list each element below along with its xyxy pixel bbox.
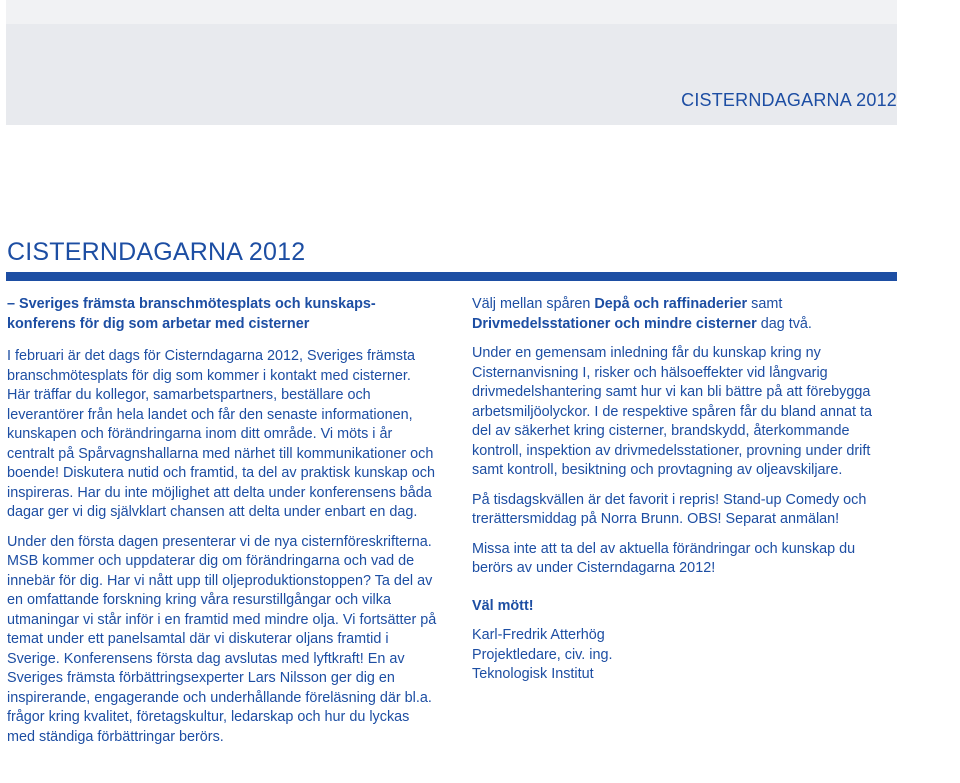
closing-greeting: Väl mött! [472,597,534,614]
signature-organization: Teknologisk Institut [472,666,594,682]
tracks-text-2: samt [747,296,783,312]
signature-title: Projektledare, civ. ing. [472,646,613,663]
track-depot: Depå och raffinaderier [594,296,748,312]
intro-paragraph: I februari är det dags för Cisterndagarna 2012, Sveriges främsta branschmötesplats för dig som kommer i kontakt med cisterner. Här träffar du kollegor, samarbetspartners, beställare och leverantörer från hela landet och får den senaste informationen, kunskapen och förändringarna inom ditt område. Vi möts i år centralt på Spårvagnshallarna med närhet till kommunikationer och boende! Diskutera nutid och framtid, ta del av praktisk kunskap och inspireras. Har du inte möjlighet att delta under konferensens båda dagar ger vi dig självklart chansen att delta under enbart en dag. [7,348,435,520]
track-stations: Drivmedelsstationer och mindre cisterner [472,315,757,332]
right-column [472,295,892,685]
tracks-text-3: dag två. [756,315,812,332]
signature-name: Karl-Fredrik Atterhög [472,627,605,643]
header-banner-band [6,0,897,24]
day-two-paragraph: Under en gemensam inledning får du kunskap kring ny Cisternanvisning I, risker och hälsoeffekter vid långvarig drivmedelshantering samt hur vi kan bli bättre på att förebygga arbetsmiljöolyckor. I de respektive spåren får du bland annat ta del av säkerhet kring cisterner, brandskydd, återkommande kontroll, inspektion av drivmedelsstationer, provning under drift samt kontroll, besiktning och provtagning av oljeavskiljare. [472,345,872,478]
banner-title: CISTERNDAGARNA 2012 [681,90,897,110]
signature-block [472,626,892,685]
evening-paragraph: På tisdagskvällen är det favorit i repris! Stand-up Comedy och trerättersmiddag på Norra Brunn. OBS! Separat anmälan! [472,491,867,527]
tracks-paragraph [472,295,892,334]
day-one-paragraph: Under den första dagen presenterar vi de nya cisternföreskrifterna. MSB kommer och uppdaterar dig om förändringarna och vad de innebär för dig. Har vi nått upp till oljeproduktionstoppen? Ta del av en omfattande forskning kring våra resurstillgångar och vilka utmaningar vi står inför i en framtid med mindre olja. Vi fortsätter på temat under ett panelsamtal där vi diskuterar oljans framtid i Sverige. Konferensens första dag avslutas med lyftkraft! En av Sveriges främsta förbättringsexperter Lars Nilsson ger dig en inspirerande, engagerande och underhållande föreläsning där bl.a. frågor kring kvalitet, företagskultur, ledarskap och hur du lyckas med ständiga förbättringar berörs. [7,533,437,745]
page-title: CISTERNDAGARNA 2012 [7,238,306,266]
tracks-text-1: Välj mellan spåren [472,296,595,312]
lead-paragraph: – Sveriges främsta branschmötesplats och kunskaps-konferens för dig som arbetar med cisterner [7,296,376,332]
reminder-paragraph: Missa inte att ta del av aktuella förändringar och kunskap du berörs av under Cisterndagarna 2012! [472,540,856,576]
title-rule [6,272,897,281]
left-column [7,295,437,757]
